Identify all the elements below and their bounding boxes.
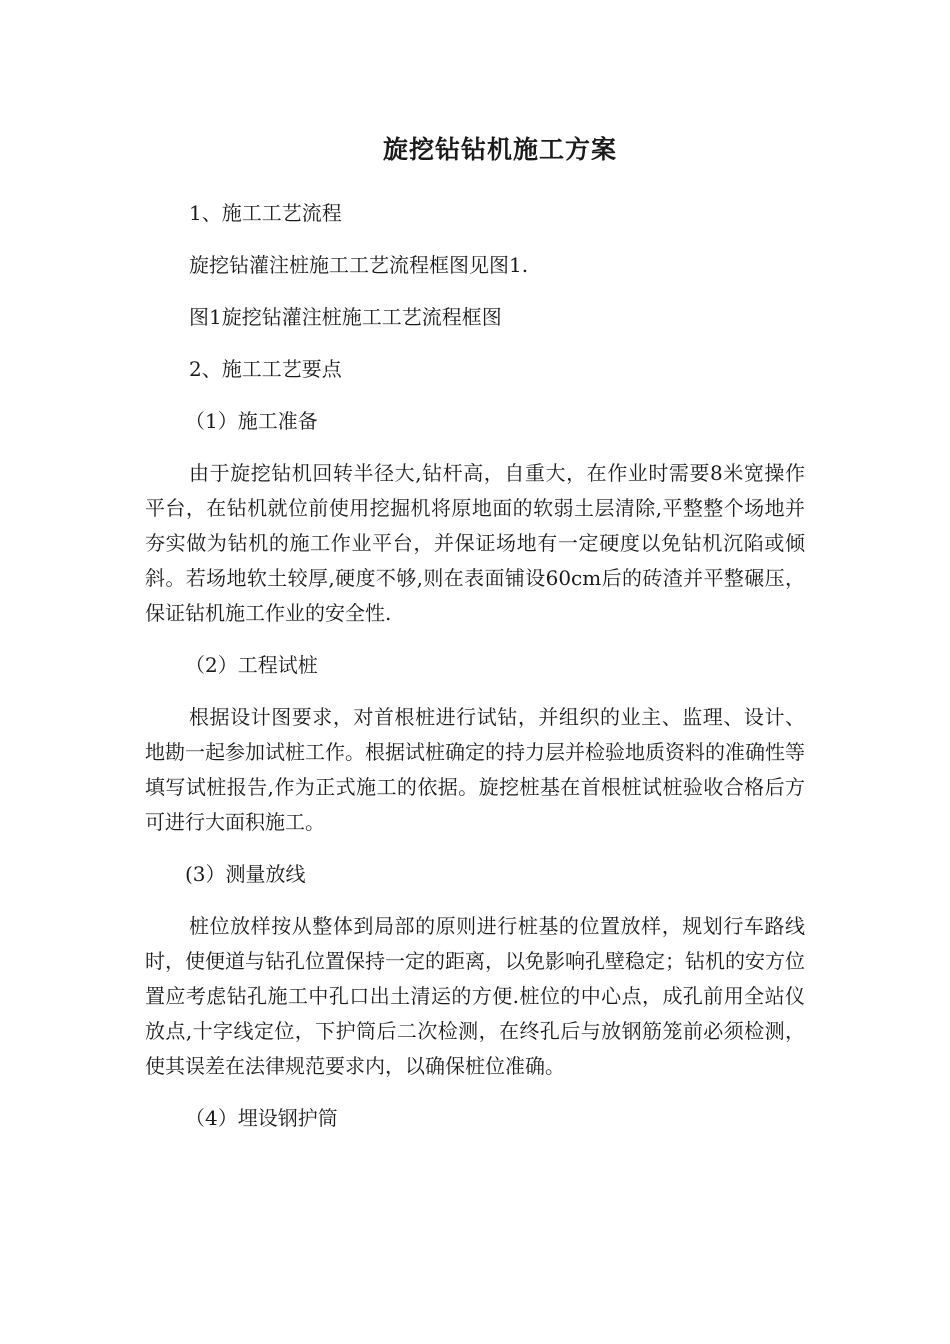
section-heading-key-points: 2、施工工艺要点 <box>189 357 342 381</box>
document-title: 旋挖钻钻机施工方案 <box>382 135 617 164</box>
paragraph-preparation: 由于旋挖钻机回转半径大,钻杆高，自重大，在作业时需要8米宽操作平台，在钻机就位前使用挖掘机将原地面的软弱土层清除,平整整个场地并夯实做为钻机的施工作业平台，并保证场地有一定硬度以免钻机沉陷或倾斜。若场地软土较厚,硬度不够,则在表面铺设60cm后的砖渣并平整碾压，保证钻机施工作业的安全性. <box>145 461 805 625</box>
subheading-surveying: (3）测量放线 <box>185 862 306 886</box>
subheading-preparation: （1）施工准备 <box>185 409 318 433</box>
figure-caption: 图1旋挖钻灌注桩施工工艺流程框图 <box>189 305 502 329</box>
document-body <box>145 196 805 1153</box>
section-heading-process: 1、施工工艺流程 <box>189 201 342 225</box>
subheading-steel-casing: （4）埋设钢护筒 <box>185 1106 338 1130</box>
subheading-test-pile: （2）工程试桩 <box>185 653 318 677</box>
paragraph-process-ref: 旋挖钻灌注桩施工工艺流程框图见图1. <box>189 253 529 277</box>
paragraph-test-pile: 根据设计图要求，对首根桩进行试钻，并组织的业主、监理、设计、地勘一起参加试桩工作。根据试桩确定的持力层并检验地质资料的准确性等填写试桩报告,作为正式施工的依据。旋挖桩基在首根桩试桩验收合格后方可进行大面积施工。 <box>145 705 805 834</box>
paragraph-surveying: 桩位放样按从整体到局部的原则进行桩基的位置放样，规划行车路线时，使便道与钻孔位置保持一定的距离，以免影响孔壁稳定；钻机的安方位置应考虑钻孔施工中孔口出土清运的方便.桩位的中心点，成孔前用全站仪放点,十字线定位，下护筒后二次检测，在终孔后与放钢筋笼前必须检测，使其误差在法律规范要求内，以确保桩位准确。 <box>145 914 805 1078</box>
